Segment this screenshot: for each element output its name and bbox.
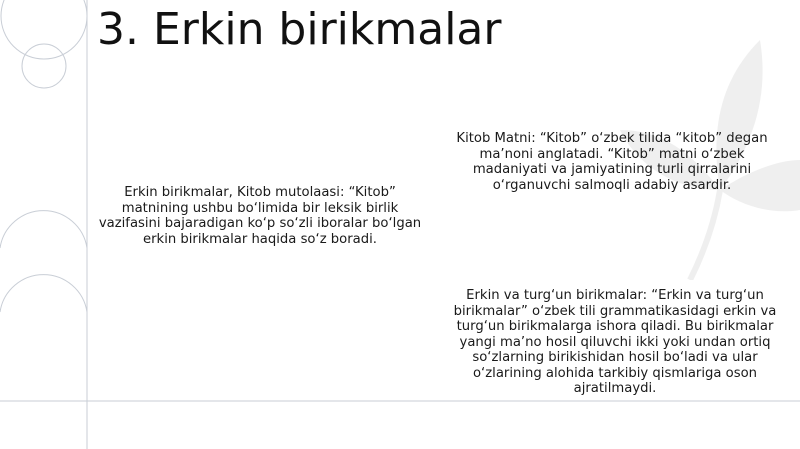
text-block-book-text: Kitob Matni: “Kitob” o‘zbek tilida “kitob” degan ma’noni anglatadi. “Kitob” matni o‘zbek madaniyati va jamiyatining turli qirralarini o‘rganuvchi salmoqli adabiy asardir. <box>456 131 768 193</box>
decor-circle-small <box>22 44 66 88</box>
slide-title: 3. Erkin birikmalar <box>97 4 502 55</box>
text-block-free-and-fixed: Erkin va turg‘un birikmalar: “Erkin va turg‘un birikmalar” o‘zbek tili grammatikasidagi erkin va turg‘un birikmalarga ishora qiladi. Bu birikmalar yangi ma’no hosil qiluvchi ikki yoki undan ortiq so‘zlarning birikishidan hosil bo‘ladi va ular o‘zlarining alohida tarkibiy qismlariga oson ajratilmaydi. <box>453 288 777 396</box>
text-block-free-phrases: Erkin birikmalar, Kitob mutolaasi: “Kitob” matnining ushbu bo‘limida bir leksik birlik vazifasini bajaradigan ko‘p so‘zli iboralar bo‘lgan erkin birikmalar haqida so‘z boradi. <box>98 185 422 247</box>
decor-arc-upper <box>0 211 87 248</box>
decor-arc-lower <box>0 275 87 312</box>
decor-circle-large <box>1 0 87 59</box>
